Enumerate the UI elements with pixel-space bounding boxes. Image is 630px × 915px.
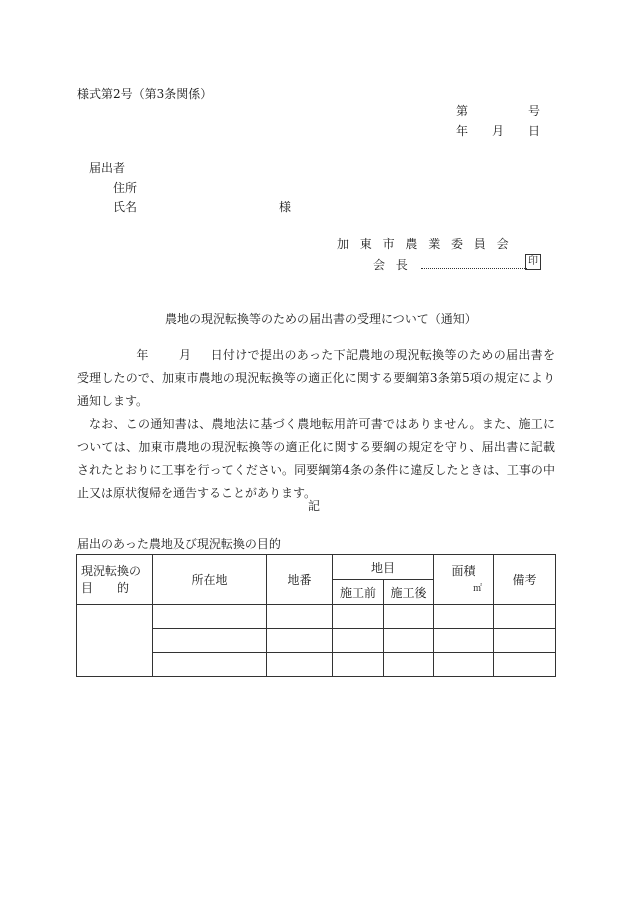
cell-area[interactable] bbox=[434, 653, 494, 677]
form-number: 様式第2号（第3条関係） bbox=[77, 87, 213, 101]
cell-after[interactable] bbox=[384, 629, 434, 653]
header-after: 施工後 bbox=[384, 580, 434, 605]
cell-remarks[interactable] bbox=[494, 629, 556, 653]
cell-after[interactable] bbox=[384, 653, 434, 677]
notifier-name-label: 氏名 bbox=[113, 200, 138, 214]
body-paragraph-2: なお、この通知書は、農地法に基づく農地転用許可書ではありません。また、施工については、加東市農地の現況転換等の適正化に関する要綱の規定を守り、届出書に記載されたとおりに工事を行ってください。同要綱第4条の条件に違反したときは、工事の中止又は原状復帰を通告することがあります。 bbox=[77, 417, 555, 500]
cell-before[interactable] bbox=[333, 653, 384, 677]
doc-number-prefix: 第 bbox=[456, 104, 469, 118]
farmland-table bbox=[76, 554, 556, 677]
cell-lot[interactable] bbox=[267, 629, 333, 653]
doc-number-suffix: 号 bbox=[528, 104, 541, 118]
cell-purpose[interactable] bbox=[77, 605, 153, 677]
issuer-title: 会長 bbox=[373, 258, 419, 272]
cell-after[interactable] bbox=[384, 605, 434, 629]
cell-lot[interactable] bbox=[267, 605, 333, 629]
header-land-category: 地目 bbox=[333, 555, 434, 580]
header-lot: 地番 bbox=[267, 555, 333, 605]
cell-before[interactable] bbox=[333, 629, 384, 653]
body-paragraph-1: 年 月 日付けで提出のあった下記農地の現況転換等のための届出書を受理したので、加東市農地の現況転換等の適正化に関する要綱第3条第5項の規定により通知します。 bbox=[77, 348, 555, 408]
header-location: 所在地 bbox=[153, 555, 267, 605]
table-caption: 届出のあった農地及び現況転換の目的 bbox=[77, 537, 281, 551]
cell-lot[interactable] bbox=[267, 653, 333, 677]
ki-label: 記 bbox=[308, 499, 321, 513]
notifier-label: 届出者 bbox=[89, 161, 126, 175]
date-month: 月 bbox=[492, 124, 505, 138]
notifier-honorific: 様 bbox=[279, 200, 292, 214]
cell-location[interactable] bbox=[153, 629, 267, 653]
cell-remarks[interactable] bbox=[494, 605, 556, 629]
date-day: 日 bbox=[528, 124, 541, 138]
issuer-title-line bbox=[373, 256, 527, 273]
header-before: 施工前 bbox=[333, 580, 384, 605]
table-row bbox=[77, 605, 556, 629]
seal-mark: 印 bbox=[525, 254, 541, 270]
cell-area[interactable] bbox=[434, 605, 494, 629]
cell-before[interactable] bbox=[333, 605, 384, 629]
cell-remarks[interactable] bbox=[494, 653, 556, 677]
header-remarks: 備考 bbox=[494, 555, 556, 605]
date-year: 年 bbox=[456, 124, 469, 138]
notifier-address-label: 住所 bbox=[113, 181, 138, 195]
cell-location[interactable] bbox=[153, 653, 267, 677]
signature-line bbox=[421, 256, 527, 269]
document-title: 農地の現況転換等のための届出書の受理について（通知） bbox=[165, 312, 477, 326]
header-area: 面積 ㎡ bbox=[434, 555, 494, 605]
cell-location[interactable] bbox=[153, 605, 267, 629]
cell-area[interactable] bbox=[434, 629, 494, 653]
issuer-org: 加東市農業委員会 bbox=[337, 237, 520, 251]
header-purpose: 現況転換の 目 的 bbox=[77, 555, 153, 605]
